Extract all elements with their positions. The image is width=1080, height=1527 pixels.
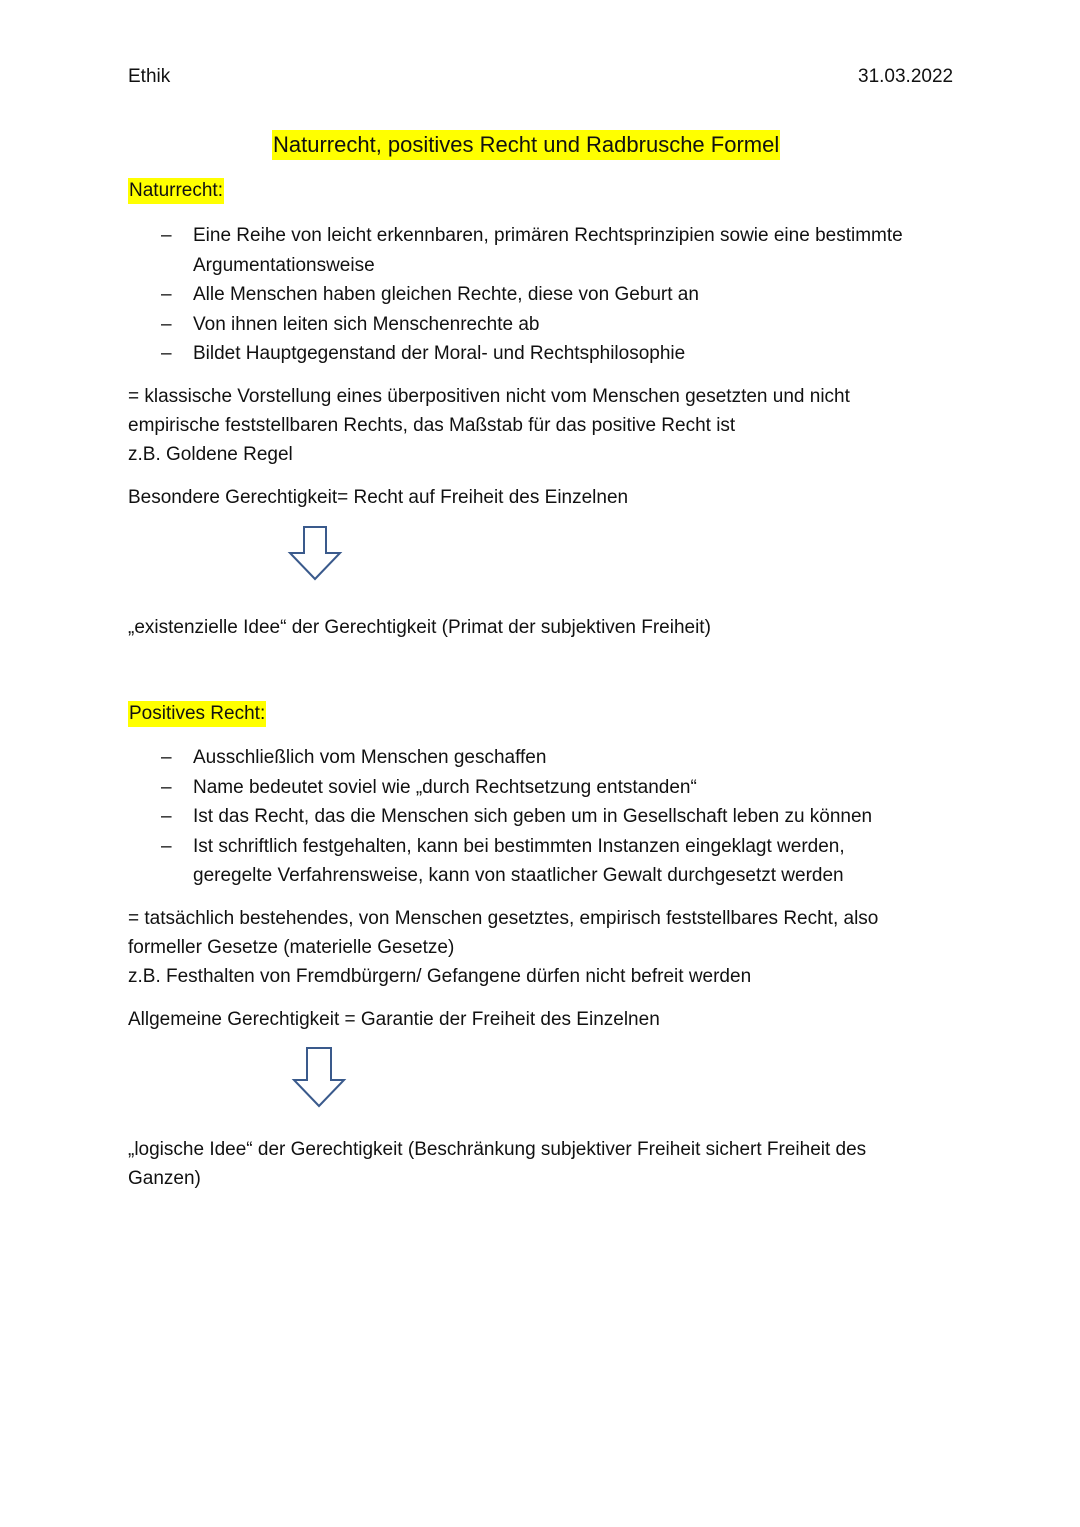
definition-line: empirische feststellbaren Rechts, das Maßstab für das positive Recht ist <box>128 415 736 436</box>
list-item <box>128 280 988 310</box>
down-arrow-icon <box>290 1046 348 1110</box>
list-item-text: Argumentationsweise <box>193 254 375 276</box>
section-heading-naturrecht <box>128 176 224 205</box>
dash-marker: – <box>161 225 172 246</box>
list-item <box>128 310 988 340</box>
positives-recht-definition <box>128 904 958 991</box>
list-item-text: Name bedeutet soviel wie „durch Rechtsetzung entstanden“ <box>193 776 697 798</box>
header-subject: Ethik <box>128 66 171 87</box>
list-item <box>128 743 988 773</box>
positives-recht-bullet-list <box>128 743 988 891</box>
naturrecht-idea: „existenzielle Idee“ der Gerechtigkeit (Primat der subjektiven Freiheit) <box>128 617 711 638</box>
page-title <box>272 130 780 160</box>
list-item-text: Eine Reihe von leicht erkennbaren, primären Rechtsprinzipien sowie eine bestimmte <box>193 225 903 246</box>
dash-marker: – <box>161 343 172 364</box>
dash-marker: – <box>161 313 172 335</box>
example-line: z.B. Festhalten von Fremdbürgern/ Gefangene dürfen nicht befreit werden <box>128 966 752 987</box>
list-item-text: Ist das Recht, das die Menschen sich geben um in Gesellschaft leben zu können <box>193 806 873 827</box>
list-item-text: geregelte Verfahrensweise, kann von staatlicher Gewalt durchgesetzt werden <box>193 865 844 886</box>
list-item <box>128 773 988 803</box>
section-heading-positives-recht <box>128 699 266 728</box>
page-title-text: Naturrecht, positives Recht und Radbrusche Formel <box>272 130 780 160</box>
positives-recht-idea <box>128 1135 958 1193</box>
list-item <box>128 832 988 862</box>
dash-marker: – <box>161 747 172 768</box>
dash-marker: – <box>161 835 172 857</box>
idea-line: Ganzen) <box>128 1168 201 1189</box>
list-item <box>128 339 988 369</box>
list-item-continuation <box>128 861 988 891</box>
list-item-text: Von ihnen leiten sich Menschenrechte ab <box>193 313 540 335</box>
list-item-text: Bildet Hauptgegenstand der Moral- und Rechtsphilosophie <box>193 343 686 364</box>
section-heading-naturrecht-text: Naturrecht: <box>128 178 224 204</box>
header-date: 31.03.2022 <box>858 66 954 87</box>
list-item-text: Alle Menschen haben gleichen Rechte, diese von Geburt an <box>193 284 699 305</box>
down-arrow-icon <box>286 525 344 583</box>
positives-recht-justice: Allgemeine Gerechtigkeit = Garantie der Freiheit des Einzelnen <box>128 1009 660 1030</box>
dash-marker: – <box>161 284 172 305</box>
dash-marker: – <box>161 776 172 798</box>
list-item-text: Ausschließlich vom Menschen geschaffen <box>193 747 547 768</box>
naturrecht-bullet-list <box>128 221 988 369</box>
definition-line: = tatsächlich bestehendes, von Menschen gesetztes, empirisch feststellbares Recht, also <box>128 908 879 929</box>
definition-line: formeller Gesetze (materielle Gesetze) <box>128 937 455 958</box>
list-item <box>128 221 988 251</box>
list-item-text: Ist schriftlich festgehalten, kann bei bestimmten Instanzen eingeklagt werden, <box>193 835 845 857</box>
section-heading-positives-recht-text: Positives Recht: <box>128 701 266 727</box>
naturrecht-definition <box>128 382 958 469</box>
naturrecht-justice: Besondere Gerechtigkeit= Recht auf Freiheit des Einzelnen <box>128 487 629 508</box>
list-item-continuation <box>128 251 988 281</box>
definition-line: = klassische Vorstellung eines überpositiven nicht vom Menschen gesetzten und nicht <box>128 386 850 407</box>
example-line: z.B. Goldene Regel <box>128 444 293 465</box>
idea-line: „logische Idee“ der Gerechtigkeit (Beschränkung subjektiver Freiheit sichert Freiheit des <box>128 1139 867 1160</box>
list-item <box>128 802 988 832</box>
dash-marker: – <box>161 806 172 827</box>
